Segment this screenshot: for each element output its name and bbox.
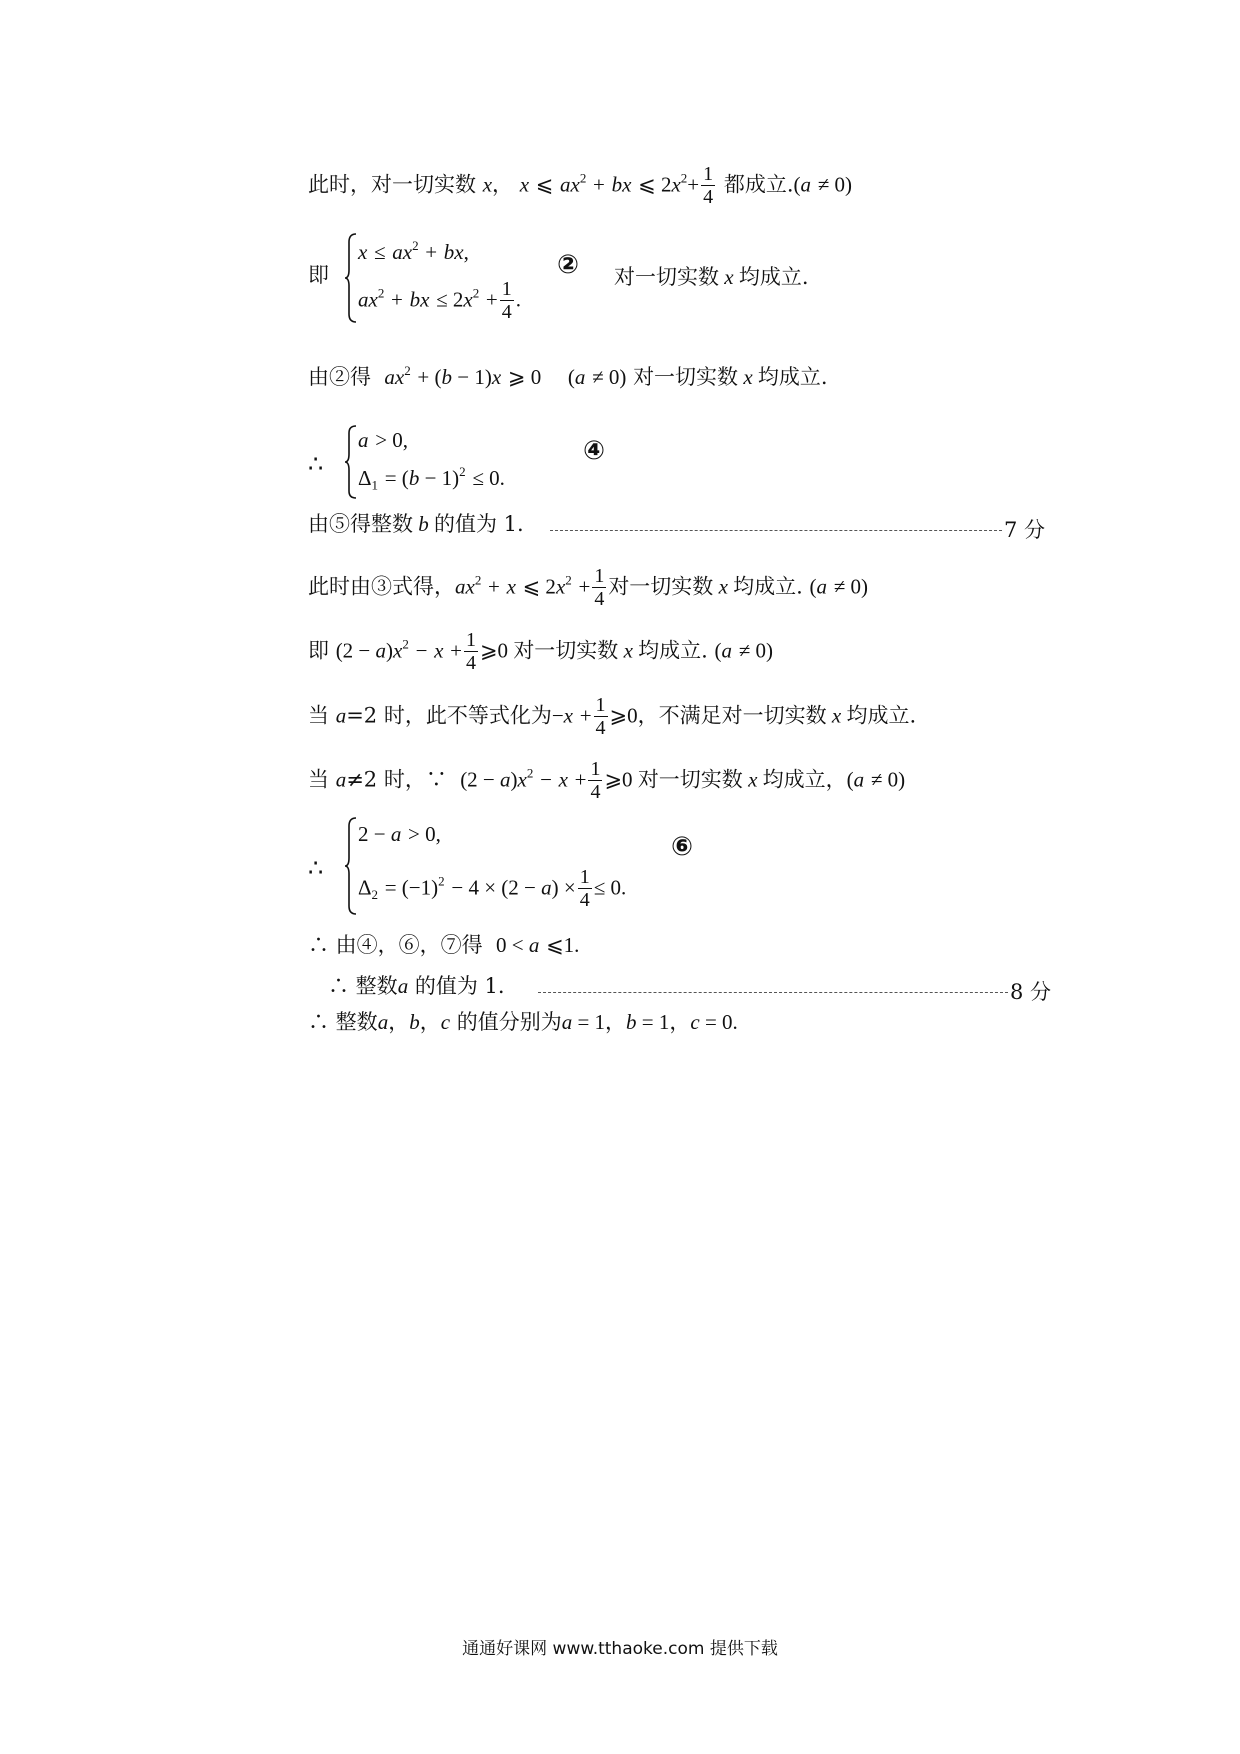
line-12-text-2: 的值为 1. (414, 974, 505, 998)
line-7-prefix: 即 (308, 638, 329, 663)
line-8: 当 a=2 时，此不等式化为−x + $\frac{1}{4}$ ⩾0，不满足对一切实数 x 均成立. (308, 694, 917, 739)
line-13: ∴ 整数a，b，c 的值分别为a = 1，b = 1，c = 0. (308, 1010, 738, 1034)
line-7-suffix-2: 均成立. (638, 638, 708, 663)
line-7-suffix: 对一切实数 (513, 638, 619, 663)
line-13-text: ∴ 整数 (308, 1010, 378, 1034)
line-6-prefix: 此时由③式得， (308, 574, 455, 599)
score-leader-7 (550, 530, 1002, 531)
marker-4: ④ (583, 436, 606, 466)
line-5-text-2: 的值为 1. (434, 512, 524, 536)
line-9-suffix: 对一切实数 (637, 767, 743, 792)
line-8-suffix: ，不满足对一切实数 (637, 703, 827, 728)
line-8-mid: =2 时，此不等式化为 (346, 703, 552, 728)
line-1: 此时，对一切实数 x， x ⩽ $ax^2$ + bx ⩽ $2x^2+$ $\frac{1}{4}$ 都成立.(a ≠ 0) (308, 163, 852, 208)
line-6-suffix-2: 均成立. (733, 574, 803, 599)
line-13-text-2: 的值分别为 (456, 1010, 562, 1034)
line-9-mid: ≠2 时，∵ (346, 767, 447, 792)
line-3-suffix: 对一切实数 (633, 365, 739, 389)
footer-credit: 通通好课网 www.tthaoke.com 提供下载 (462, 1639, 778, 1659)
line-11: ∴ 由④，⑥，⑦得 0 < a ⩽1. (308, 933, 580, 957)
line-5-text: 由⑤得整数 (308, 512, 413, 536)
therefore-1: ∴ (308, 450, 324, 478)
line-8-prefix: 当 (308, 703, 329, 728)
system-6-row-1: 2 − a > 0, (358, 822, 441, 846)
line-1-suffix: 都成立. (723, 172, 794, 197)
line-9: 当 a≠2 时，∵ $(2 - a)x^2 - x$ + $\frac{1}{4}$ ⩾0 对一切实数 x 均成立，(a ≠ 0) (308, 758, 906, 803)
line-2-suffix: 对一切实数 x 均成立. (614, 265, 809, 289)
line-2-prefix: 即 (308, 263, 329, 287)
system-2-row-2: $ax^2$ + bx ≤ $2x^2$ + $\frac{1}{4}$ . (358, 278, 521, 323)
score-7: 7 分 (1004, 518, 1046, 542)
system-4-row-1: a > 0, (358, 428, 409, 452)
line-3-suffix-2: 均成立. (757, 365, 828, 389)
system-2-row-1: $x \le ax^2$ + bx, (358, 237, 469, 264)
line-6-suffix: 对一切实数 (608, 574, 714, 599)
score-8: 8 分 (1010, 980, 1052, 1004)
therefore-2: ∴ (308, 854, 324, 882)
line-2-suffix-text-2: 均成立. (738, 265, 809, 289)
line-3: 由②得 $ax^2 + (b - 1)x$ ⩾ 0 (a ≠ 0) 对一切实数 x 均成立. (308, 362, 828, 389)
line-7: 即 $(2 - a)x^2 - x$ + $\frac{1}{4}$ ⩾0 对一切实数 x 均成立. (a ≠ 0) (308, 629, 773, 674)
line-1-prefix: 此时，对一切实数 (308, 172, 476, 197)
line-11-text: ∴ 由④，⑥，⑦得 (308, 933, 483, 957)
score-leader-8 (538, 992, 1008, 993)
left-brace-icon (344, 232, 358, 324)
left-brace-icon (344, 424, 358, 500)
line-5: 由⑤得整数 b 的值为 1. (308, 512, 524, 536)
line-12-text: ∴ 整数 (328, 974, 398, 998)
line-12: ∴ 整数a 的值为 1. (328, 974, 505, 998)
line-2-suffix-text: 对一切实数 (614, 265, 719, 289)
system-6-row-2: $\Delta_2 = (-1)^2 - 4 \times (2 - a)$ × $\frac{1}{4}$ ≤ 0. (358, 866, 627, 911)
line-6: 此时由③式得，$ax^2 + x$ ⩽ $2x^2$ + $\frac{1}{4}$ 对一切实数 x 均成立. (a ≠ 0) (308, 565, 868, 610)
system-4-row-2: $\Delta_1 = (b - 1)^2 \le 0$. (358, 463, 505, 493)
left-brace-icon (344, 816, 358, 916)
marker-2: ② (557, 250, 580, 280)
line-9-prefix: 当 (308, 767, 329, 792)
marker-6: ⑥ (671, 832, 694, 862)
line-3-prefix: 由②得 (308, 365, 371, 389)
line-9-suffix-2: 均成立， (762, 767, 847, 792)
line-8-suffix-2: 均成立. (846, 703, 917, 728)
